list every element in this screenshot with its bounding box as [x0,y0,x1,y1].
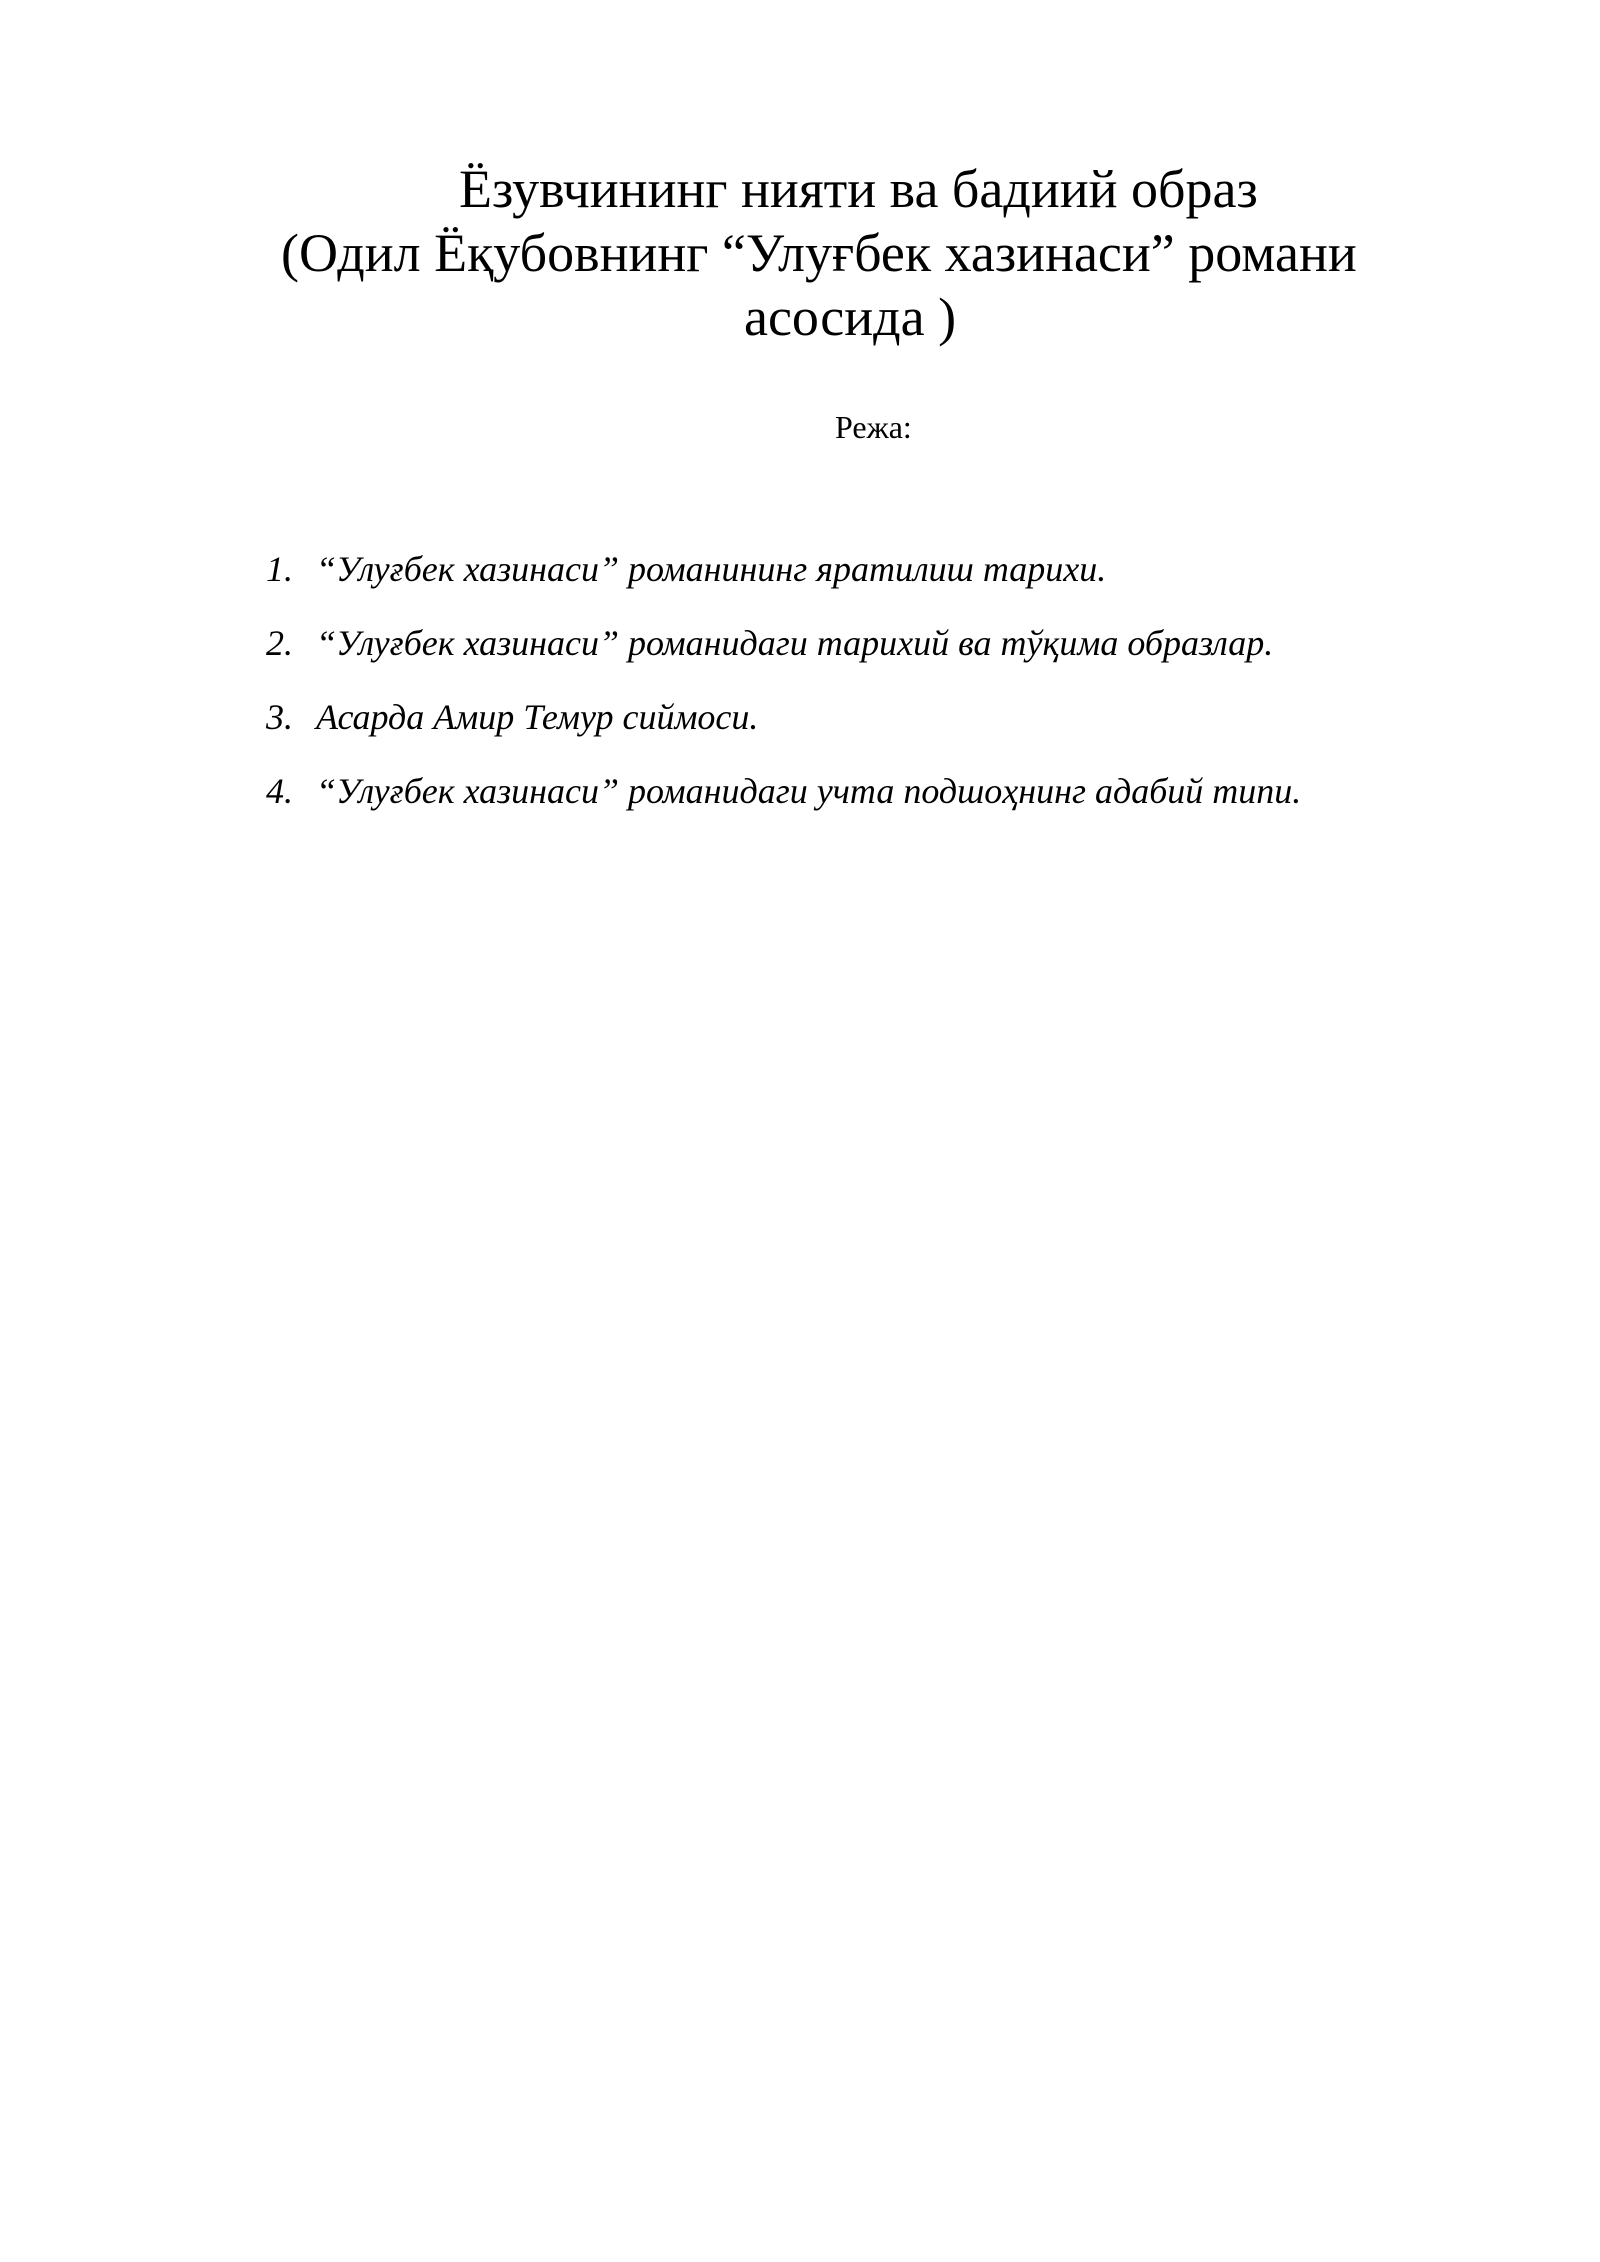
title-line-2: (Одил Ёқубовнинг “Улуғбек хазинаси” романи [281,223,1357,283]
plan-item-number: 1. [266,549,293,589]
plan-item-text: “Улуғбек хазинаси” романининг яратилиш тарихи. [316,549,1107,589]
plan-item-number: 4. [266,771,293,811]
title-line-3: асосида ) [744,287,957,347]
plan-item-1 [266,532,1506,606]
plan-heading: Режа: [835,409,912,445]
plan-item-number: 3. [266,697,293,737]
plan-item-text: “Улуғбек хазинаси” романидаги тарихий ва тўқима образлар. [316,623,1274,663]
plan-item-4 [266,754,1456,828]
plan-item-3 [266,680,1506,754]
plan-item-text: “Улуғбек хазинаси” романидаги учта подшоҳнинг адабий типи. [316,771,1302,811]
title-line-1: Ёзувчининг нияти ва бадиий образ [459,159,1258,219]
plan-list [266,532,1506,828]
plan-item-2 [266,606,1506,680]
plan-item-number: 2. [266,623,293,663]
plan-item-text: Асарда Амир Темур сиймоси. [316,697,759,737]
